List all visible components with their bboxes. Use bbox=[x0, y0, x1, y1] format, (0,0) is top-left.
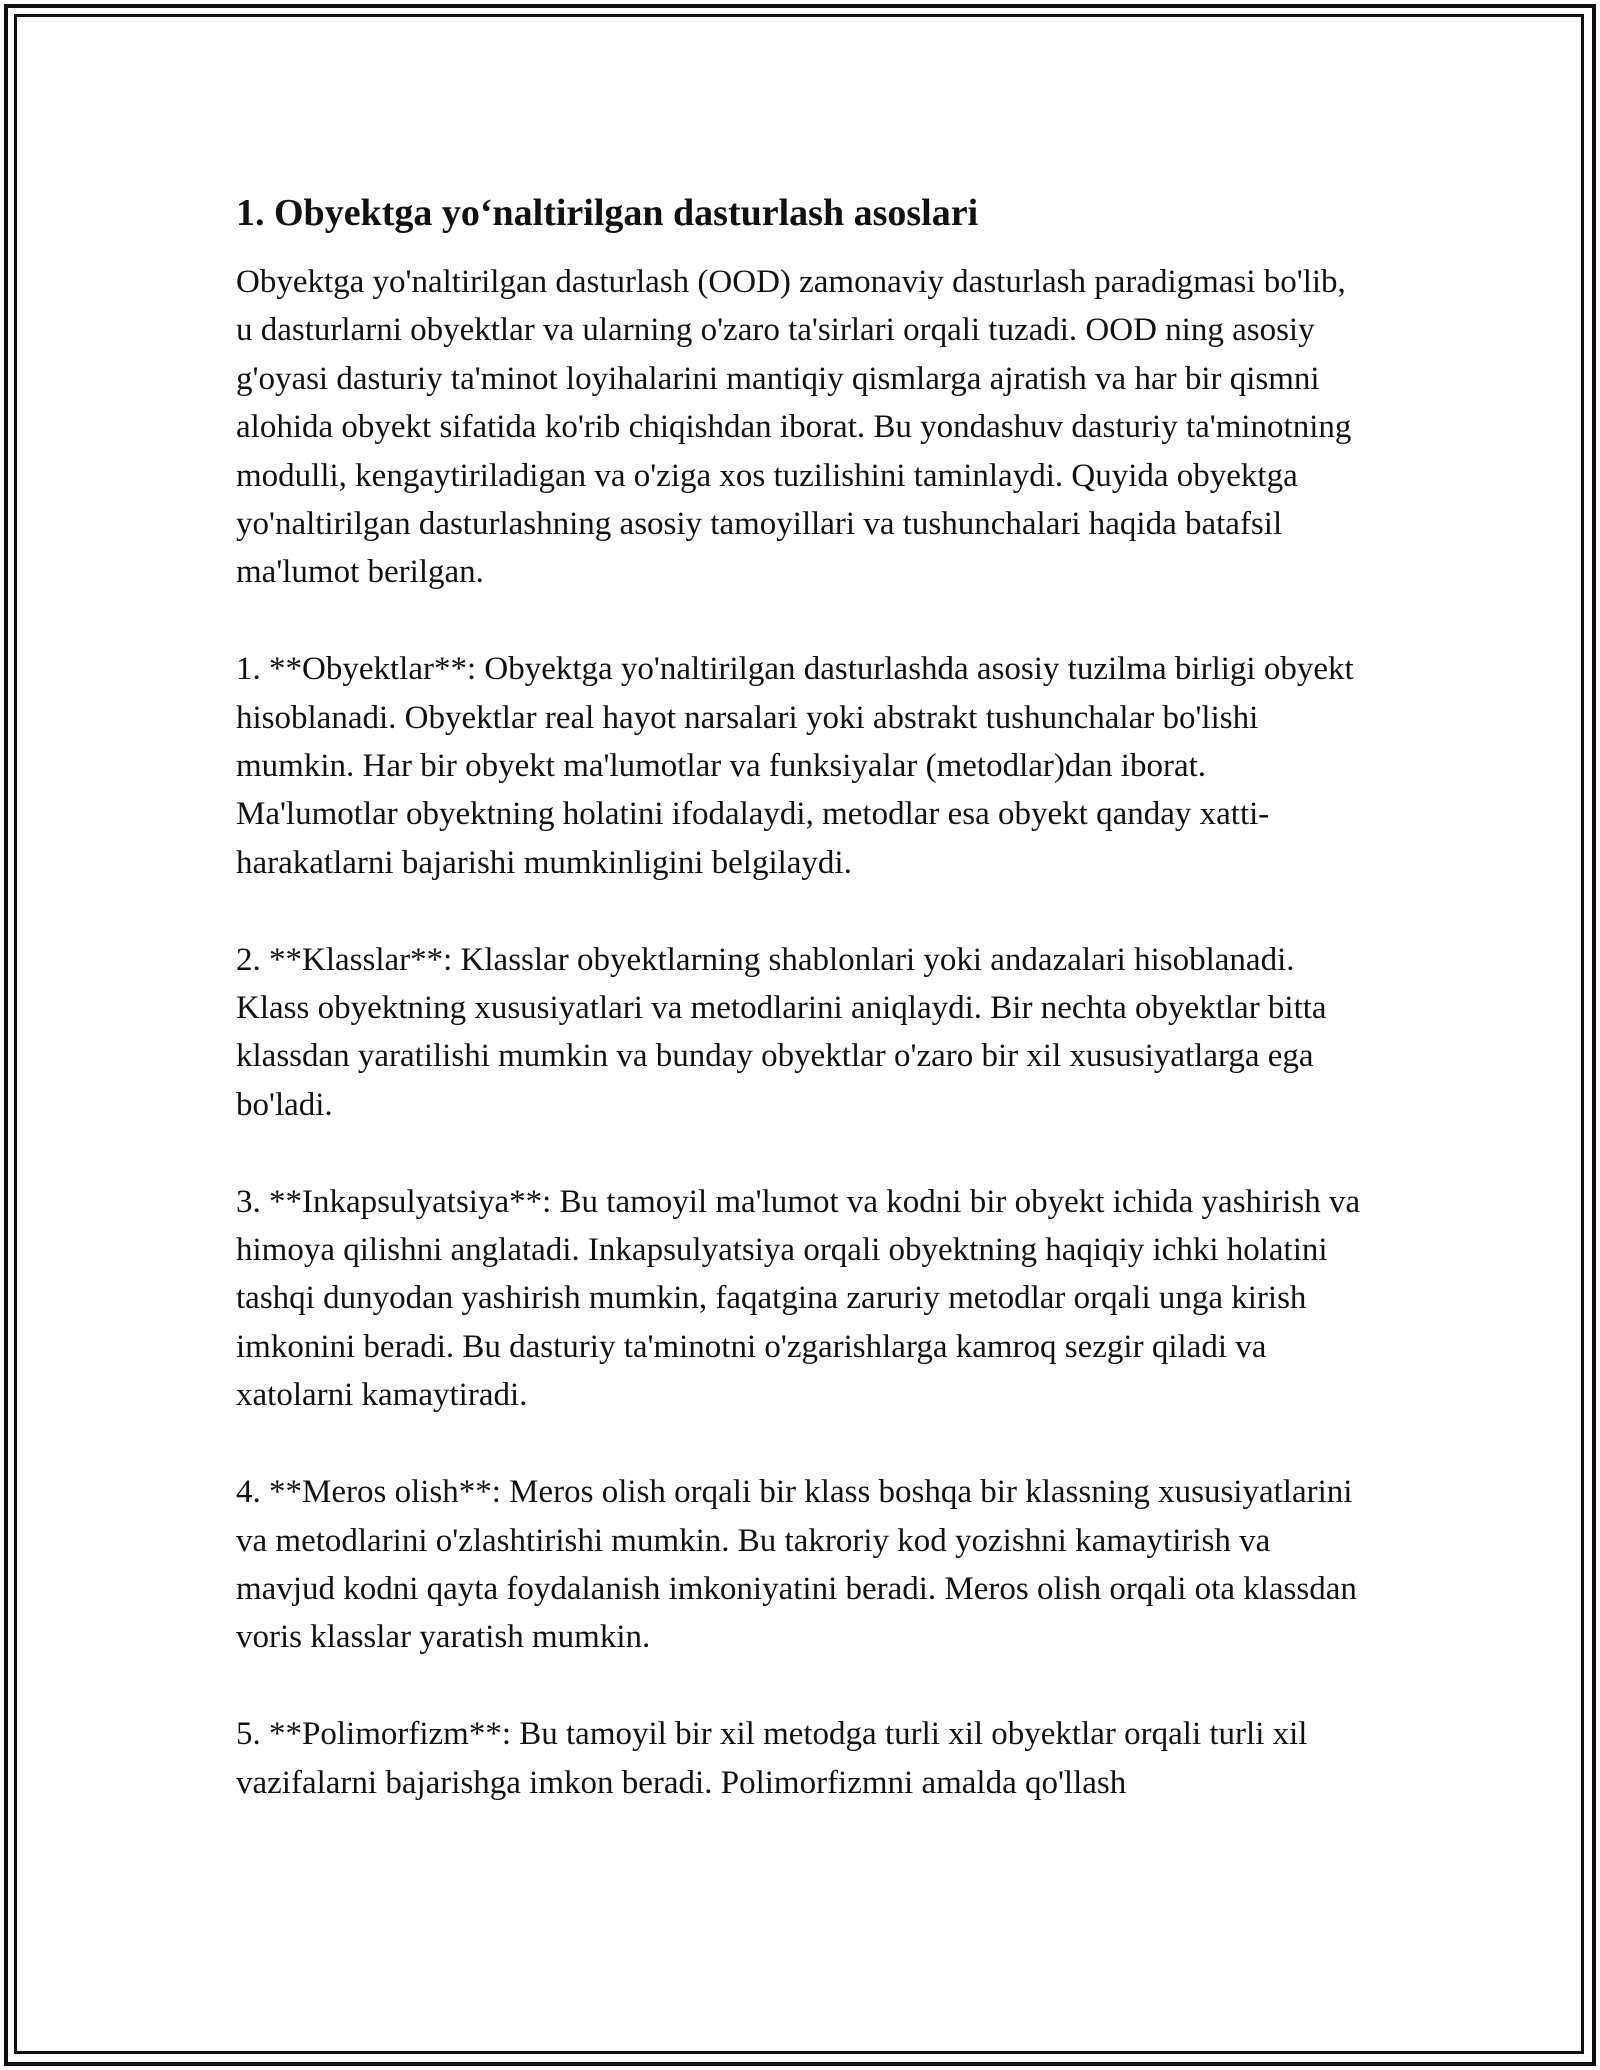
document-body bbox=[236, 188, 1366, 1855]
intro-paragraph: Obyektga yo'naltirilgan dasturlash (OOD) zamonaviy dasturlash paradigmasi bo'lib, u dasturlarni obyektlar va ularning o'zaro ta'sirlari orqali tuzadi. OOD ning asosiy g'oyasi dasturiy ta'minot loyihalarini mantiqiy qismlarga ajratish va har bir qismni alohida obyekt sifatida ko'rib chiqishdan iborat. Bu yondashuv dasturiy ta'minotning modulli, kengaytiriladigan va o'ziga xos tuzilishini taminlaydi. Quyida obyektga yo'naltirilgan dasturlashning asosiy tamoyillari va tushunchalari haqida batafsil ma'lumot berilgan. bbox=[236, 264, 1352, 591]
page-title: 1. Obyektga yo‘naltirilgan dasturlash asoslari bbox=[236, 192, 979, 234]
paragraph-encapsulation: 3. **Inkapsulyatsiya**: Bu tamoyil ma'lumot va kodni bir obyekt ichida yashirish va himoya qilishni anglatadi. Inkapsulyatsiya orqali obyektning haqiqiy ichki holatini tashqi dunyodan yashirish mumkin, faqatgina zaruriy metodlar orqali unga kirish imkonini beradi. Bu dasturiy ta'minotni o'zgarishlarga kamroq sezgir qiladi va xatolarni kamaytiradi. bbox=[236, 1183, 1361, 1414]
paragraph-classes: 2. **Klasslar**: Klasslar obyektlarning shablonlari yoki andazalari hisoblanadi. Klass obyektning xususiyatlari va metodlarini aniqlaydi. Bir nechta obyektlar bitta klassdan yaratilishi mumkin va bunday obyektlar o'zaro bir xil xususiyatlarga ega bo'ladi. bbox=[236, 941, 1327, 1123]
paragraph-inheritance: 4. **Meros olish**: Meros olish orqali bir klass boshqa bir klassning xususiyatlarini va metodlarini o'zlashtirishi mumkin. Bu takroriy kod yozishni kamaytirish va mavjud kodni qayta foydalanish imkoniyatini beradi. Meros olish orqali ota klassdan voris klasslar yaratish mumkin. bbox=[236, 1474, 1357, 1656]
paragraph-objects: 1. **Obyektlar**: Obyektga yo'naltirilgan dasturlashda asosiy tuzilma birligi obyekt hisoblanadi. Obyektlar real hayot narsalari yoki abstrakt tushunchalar bo'lishi mumkin. Har bir obyekt ma'lumotlar va funksiyalar (metodlar)dan iborat. Ma'lumotlar obyektning holatini ifodalaydi, metodlar esa obyekt qanday xatti-harakatlarni bajarishi mumkinligini belgilaydi. bbox=[236, 651, 1354, 881]
paragraph-polymorphism: 5. **Polimorfizm**: Bu tamoyil bir xil metodga turli xil obyektlar orqali turli xil vazifalarni bajarishga imkon beradi. Polimorfizmni amalda qo'llash bbox=[236, 1716, 1308, 1801]
